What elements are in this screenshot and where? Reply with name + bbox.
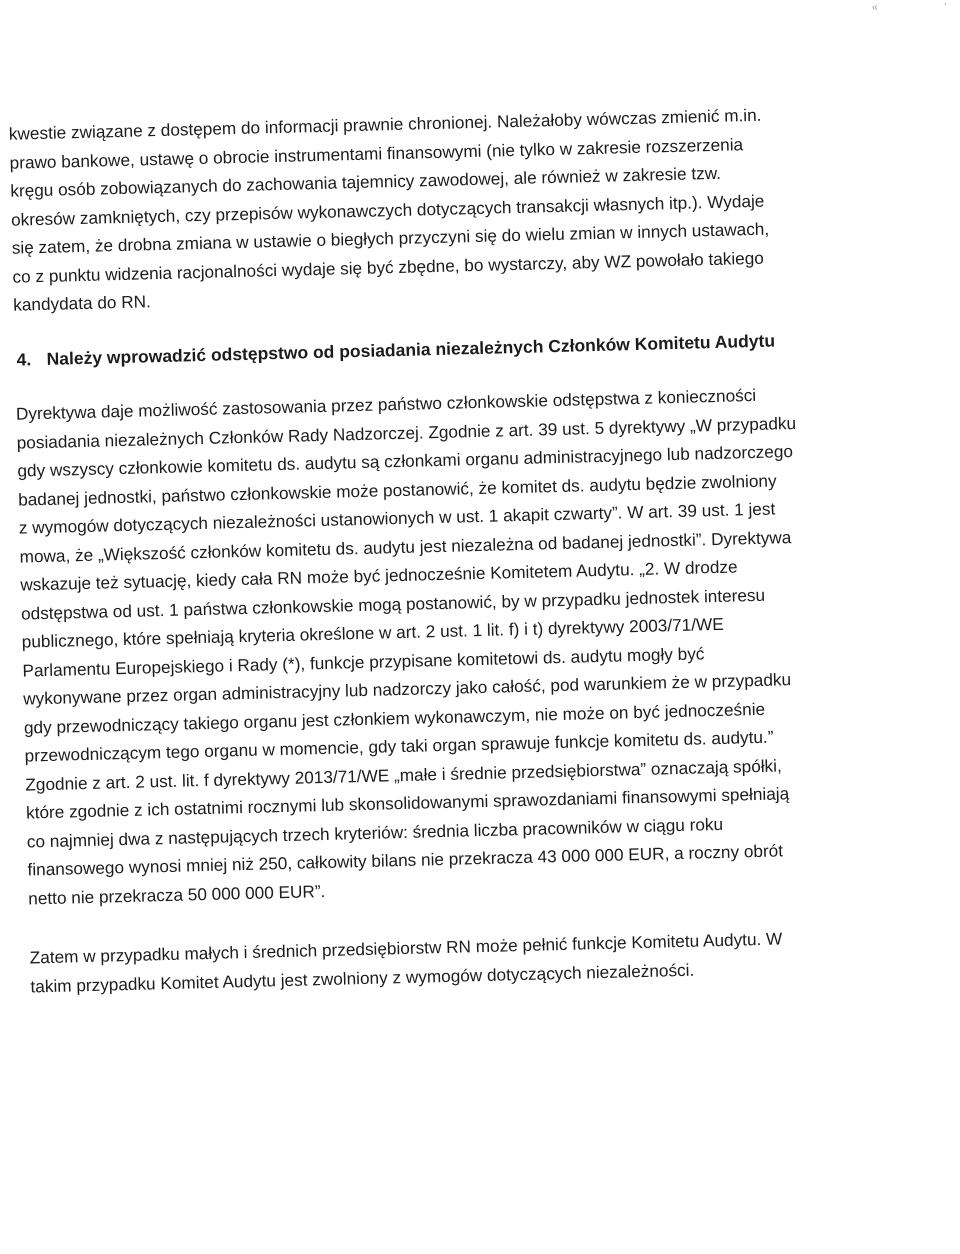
text-line: Parlamentu Europejskiego i Rady (*), funkcje przypisane komitetowi ds. audytu mogły być: [22, 642, 705, 681]
text-line: kandydata do RN.: [12, 291, 152, 315]
text-line: mowa, że „Większość członków komitetu ds. audytu jest niezależna od badanej jednostki”. Dyrektywa: [19, 526, 792, 567]
text-line: z wymogów dotyczących niezależności ustanowionych w ust. 1 akapit czwarty”. W art. 39 ust. 1 jest: [18, 498, 776, 538]
scan-mark: ’: [944, 2, 947, 13]
paragraph-directive: [16, 378, 875, 912]
text-line: okresów zamkniętych, czy przepisów wykonawczych dotyczących transakcji własnych itp.). Wydaje: [10, 190, 765, 230]
text-line: odstępstwa od ust. 1 państwa członkowskie mogą postanowić, by w przypadku jednostek interesu: [20, 584, 766, 624]
text-line: co najmniej dwa z następujących trzech kryteriów: średnia liczba pracowników w ciągu roku: [26, 813, 724, 852]
text-line: Dyrektywa daje możliwość zastosowania przez państwo członkowskie odstępstwa z konieczności: [15, 384, 757, 424]
text-line: kwestie związane z dostępem do informacji prawnie chronionej. Należałoby wówczas zmienić m.in.: [8, 104, 762, 144]
text-line: się zatem, że drobna zmiana w ustawie o biegłych przyczyni się do wielu zmian w innych ustawach,: [11, 218, 770, 258]
text-line: gdy przewodniczący takiego organu jest członkiem wykonawczym, nie może on być jednocześnie: [23, 698, 766, 738]
text-line: badanej jednostki, państwo członkowskie może postanowić, że komitet ds. audytu będzie zwolniony: [17, 469, 777, 510]
section-title: Należy wprowadzić odstępstwo od posiadania niezależnych Członków Komitetu Audytu: [46, 330, 776, 369]
text-line: Zgodnie z art. 2 ust. lit. f dyrektywy 2013/71/WE „małe i średnie przedsiębiorstwa” oznaczają spółki,: [25, 754, 782, 795]
text-line: prawo bankowe, ustawę o obrocie instrumentami finansowymi (nie tylko w zakresie rozszerzenia: [9, 133, 744, 173]
text-line: wykonywane przez organ administracyjny lub nadzorczy jako całość, pod warunkiem że w przypadku: [22, 669, 792, 709]
text-line: co z punktu widzenia racjonalności wydaje się być zbędne, bo wystarczy, aby WZ powołało takiego: [12, 247, 765, 287]
text-line: finansowego wynosi mniej niż 250, całkowity bilans nie przekracza 43 000 000 EUR, a roczny obrót: [27, 840, 784, 880]
text-line: gdy wszyscy członkowie komitetu ds. audytu są członkami organu administracyjnego lub nadzorczego: [17, 441, 794, 481]
text-line: które zgodnie z ich ostatnimi rocznymi lub skonsolidowanymi sprawozdaniami finansowymi spełniają: [25, 783, 790, 823]
paragraph-intro: [9, 98, 860, 319]
text-line: kręgu osób zobowiązanych do zachowania tajemnicy zawodowej, ale również w zakresie tzw.: [10, 162, 722, 201]
text-line: Zatem w przypadku małych i średnich przedsiębiorstw RN może pełnić funkcje Komitetu Audytu. W: [29, 928, 783, 968]
text-line: takim przypadku Komitet Audytu jest zwolniony z wymogów dotyczących niezależności.: [30, 959, 695, 997]
section-heading: [16, 325, 816, 373]
text-line: publicznego, które spełniają kryteria określone w art. 2 ust. 1 lit. f) i t) dyrektywy 2003/71/WE: [21, 613, 724, 652]
text-line: przewodniczącym tego organu w momencie, gdy taki organ sprawuje funkcje komitetu ds. audytu.”: [24, 726, 774, 766]
paragraph-conclusion: [29, 922, 876, 1000]
text-line: posiadania niezależnych Członków Rady Nadzorczej. Zgodnie z art. 39 ust. 5 dyrektywy „W przypadku: [16, 412, 797, 453]
text-line: netto nie przekracza 50 000 000 EUR”.: [28, 880, 326, 909]
scan-mark: «: [872, 2, 878, 13]
section-number: 4.: [16, 349, 32, 370]
text-line: wskazuje też sytuację, kiedy cała RN może być jednocześnie Komitetem Audytu. „2. W drodze: [20, 556, 738, 595]
scanned-text-block: [0, 74, 960, 997]
